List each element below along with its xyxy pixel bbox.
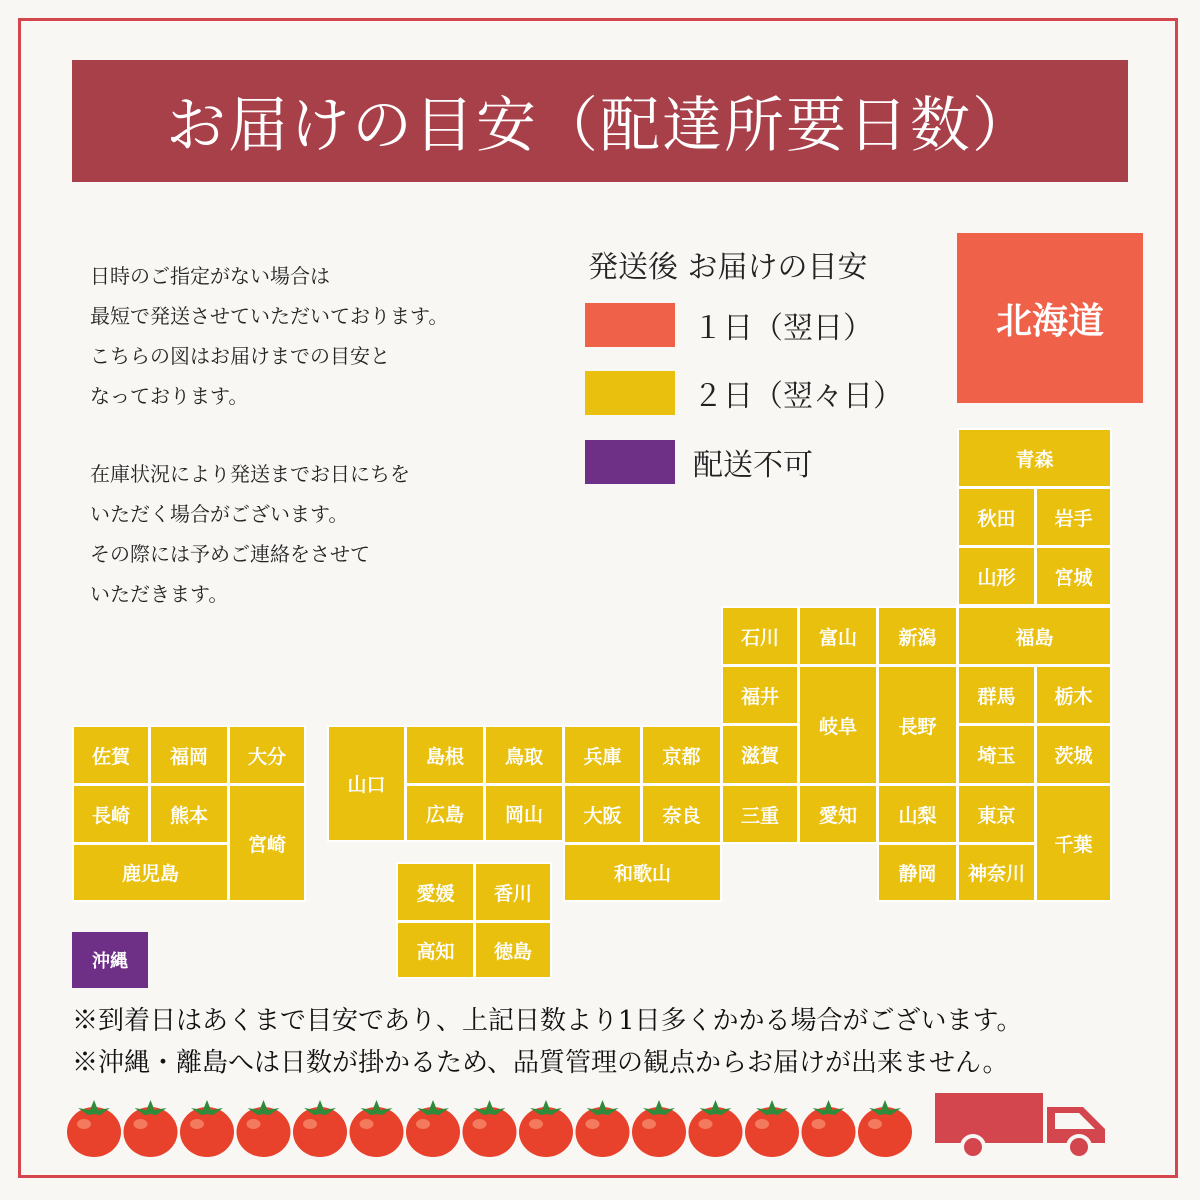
pref-hokkaido: 北海道 bbox=[957, 233, 1143, 403]
pref-nagasaki: 長崎 bbox=[72, 784, 150, 844]
pref-yamagata: 山形 bbox=[957, 546, 1036, 606]
pref-toyama: 富山 bbox=[798, 606, 878, 666]
page-title: お届けの目安（配達所要日数） bbox=[166, 91, 1034, 161]
legend-label-two-day: ２日（翌々日） bbox=[693, 379, 903, 414]
pref-osaka: 大阪 bbox=[563, 784, 642, 844]
legend-label-not-available: 配送不可 bbox=[693, 448, 813, 483]
pref-fukui: 福井 bbox=[721, 665, 799, 725]
pref-okinawa: 沖縄 bbox=[72, 932, 148, 988]
legend-swatch-not-available bbox=[585, 440, 675, 484]
title-banner bbox=[72, 60, 1128, 182]
pref-kanagawa: 神奈川 bbox=[957, 843, 1036, 902]
tomato-icon bbox=[519, 1100, 573, 1157]
footnote-arrival: ※到着日はあくまで目安であり、上記日数より1日多くかかる場合がございます。 bbox=[72, 1006, 1023, 1036]
legend-item-one-day bbox=[585, 303, 873, 347]
pref-mie: 三重 bbox=[721, 784, 799, 844]
pref-kumamoto: 熊本 bbox=[149, 784, 229, 844]
note-line: 最短で発送させていただいております。 bbox=[90, 304, 449, 328]
pref-kagawa: 香川 bbox=[474, 862, 552, 922]
pref-shizuoka: 静岡 bbox=[877, 843, 958, 902]
footnote-okinawa: ※沖縄・離島へは日数が掛かるため、品質管理の観点からお届けが出来ません。 bbox=[72, 1048, 1009, 1078]
pref-hyogo: 兵庫 bbox=[563, 725, 642, 785]
tomato-row bbox=[64, 1090, 914, 1160]
pref-aichi: 愛知 bbox=[798, 784, 878, 844]
pref-chiba: 千葉 bbox=[1035, 784, 1112, 902]
tomato-icon bbox=[67, 1100, 121, 1157]
note-paragraph-2 bbox=[90, 454, 530, 614]
pref-nara: 奈良 bbox=[641, 784, 722, 844]
tomato-icon bbox=[180, 1100, 234, 1157]
legend-swatch-two-day bbox=[585, 371, 675, 415]
pref-kyoto: 京都 bbox=[641, 725, 722, 785]
note-line: その際には予めご連絡をさせて bbox=[90, 542, 370, 566]
tomato-icon bbox=[858, 1100, 912, 1157]
pref-niigata: 新潟 bbox=[877, 606, 958, 666]
tomato-icon bbox=[293, 1100, 347, 1157]
tomato-icon bbox=[406, 1100, 460, 1157]
pref-aomori: 青森 bbox=[957, 428, 1112, 488]
pref-nagano: 長野 bbox=[877, 665, 958, 785]
legend-label-one-day: １日（翌日） bbox=[693, 311, 873, 346]
pref-miyagi: 宮城 bbox=[1035, 546, 1112, 606]
pref-shiga: 滋賀 bbox=[721, 724, 799, 785]
pref-akita: 秋田 bbox=[957, 487, 1036, 547]
pref-tokushima: 徳島 bbox=[474, 921, 552, 979]
tomato-icon bbox=[689, 1100, 743, 1157]
legend-item-two-day bbox=[585, 371, 903, 415]
pref-tochigi: 栃木 bbox=[1035, 665, 1112, 725]
tomato-icon bbox=[802, 1100, 856, 1157]
pref-gifu: 岐阜 bbox=[798, 665, 878, 785]
pref-gunma: 群馬 bbox=[957, 665, 1036, 725]
pref-saga: 佐賀 bbox=[72, 725, 150, 785]
pref-ibaraki: 茨城 bbox=[1035, 724, 1112, 785]
pref-fukushima: 福島 bbox=[957, 606, 1112, 666]
pref-ishikawa: 石川 bbox=[721, 606, 799, 666]
pref-okayama: 岡山 bbox=[484, 784, 564, 842]
legend-title: 発送後 お届けの目安 bbox=[588, 250, 868, 285]
note-line: 在庫状況により発送までお日にちを bbox=[90, 462, 410, 486]
tomato-icon bbox=[124, 1100, 178, 1157]
pref-ehime: 愛媛 bbox=[396, 862, 475, 922]
truck-icon bbox=[933, 1085, 1113, 1165]
note-line: なっております。 bbox=[90, 384, 249, 408]
pref-tokyo: 東京 bbox=[957, 784, 1036, 844]
note-line: いただく場合がございます。 bbox=[90, 502, 349, 526]
pref-fukuoka: 福岡 bbox=[149, 725, 229, 785]
pref-tottori: 鳥取 bbox=[484, 725, 564, 785]
tomato-icon bbox=[745, 1100, 799, 1157]
tomato-icon bbox=[350, 1100, 404, 1157]
delivery-note bbox=[90, 256, 530, 652]
note-paragraph-1 bbox=[90, 256, 530, 416]
tomato-icon bbox=[576, 1100, 630, 1157]
note-line: いただきます。 bbox=[90, 582, 229, 606]
pref-kagoshima: 鹿児島 bbox=[72, 843, 229, 902]
tomato-icon bbox=[463, 1100, 517, 1157]
legend-swatch-one-day bbox=[585, 303, 675, 347]
note-line: 日時のご指定がない場合は bbox=[90, 264, 330, 288]
pref-oita: 大分 bbox=[228, 725, 306, 785]
tomato-icon bbox=[237, 1100, 291, 1157]
pref-kochi: 高知 bbox=[396, 921, 475, 979]
pref-yamaguchi: 山口 bbox=[327, 725, 406, 842]
pref-wakayama: 和歌山 bbox=[563, 843, 722, 902]
pref-miyazaki: 宮崎 bbox=[228, 784, 306, 902]
pref-iwate: 岩手 bbox=[1035, 487, 1112, 547]
pref-hiroshima: 広島 bbox=[405, 784, 485, 842]
legend-item-not-available bbox=[585, 440, 813, 484]
pref-yamanashi: 山梨 bbox=[877, 784, 958, 844]
pref-shimane: 島根 bbox=[405, 725, 485, 785]
note-line: こちらの図はお届けまでの目安と bbox=[90, 344, 390, 368]
tomato-icon bbox=[632, 1100, 686, 1157]
pref-saitama: 埼玉 bbox=[957, 724, 1036, 785]
